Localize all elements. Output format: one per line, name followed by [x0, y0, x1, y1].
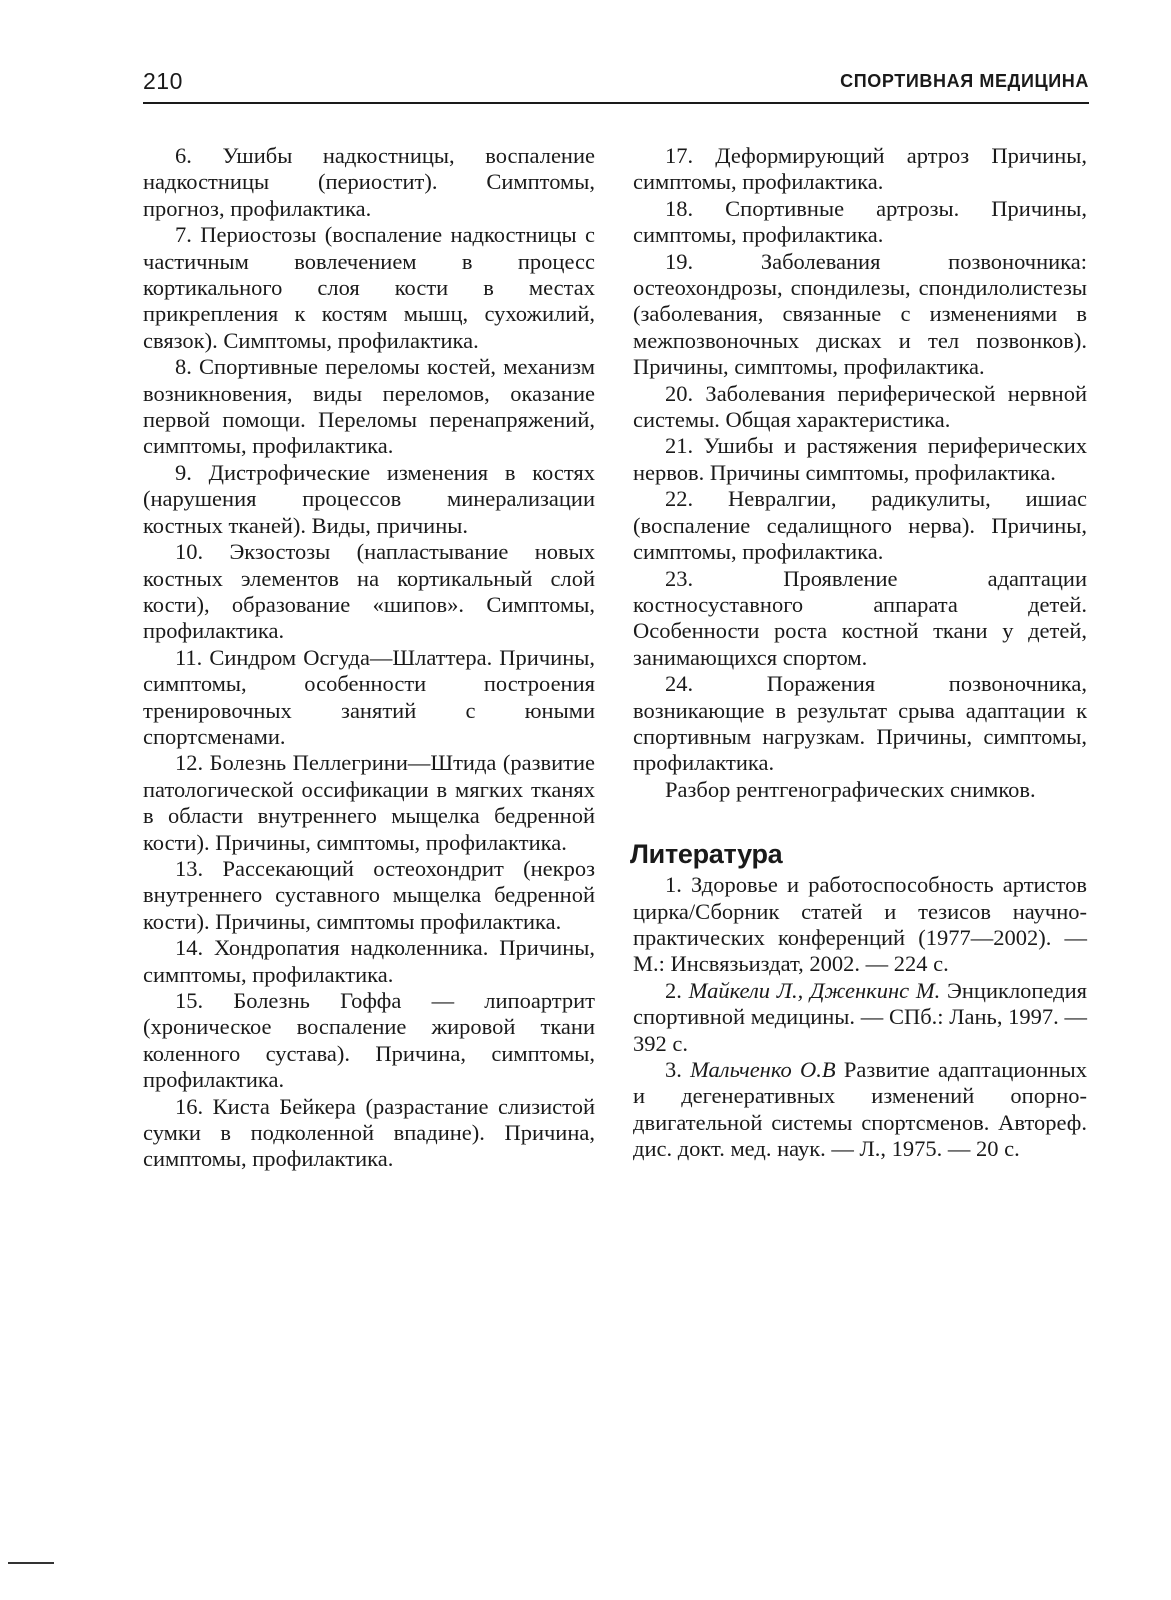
list-item: 10. Экзостозы (напластывание новых костных элементов на кортикальный слой кости), образование «шипов». Симптомы, профилактика.	[143, 539, 595, 644]
list-item: 6. Ушибы надкостницы, воспаление надкостницы (периостит). Симптомы, прогноз, профилактика.	[143, 143, 595, 221]
reference-text: Здоровье и работоспособность артистов цирка/Сборник статей и тезисов научно-практических конференций (1977—2002). — М.: Инсвязьиздат, 2002. — 224 с.	[633, 872, 1087, 977]
list-item: 15. Болезнь Гоффа — липоартрит (хроническое воспаление жировой ткани коленного сустава). Причина, симптомы, профилактика.	[143, 988, 595, 1093]
left-column	[143, 143, 595, 1173]
reference-number: 2.	[665, 977, 682, 1003]
list-item: 17. Деформирующий артроз Причины, симптомы, профилактика.	[633, 143, 1087, 195]
list-item: 20. Заболевания периферической нервной системы. Общая характеристика.	[633, 380, 1087, 433]
reference-item	[633, 872, 1087, 978]
list-item: 14. Хондропатия надколенника. Причины, симптомы, профилактика.	[143, 935, 595, 987]
running-title: СПОРТИВНАЯ МЕДИЦИНА	[840, 71, 1089, 91]
reference-text: Энциклопедия спортивной медицины. — СПб.: Лань, 1997. — 392 с.	[633, 977, 1087, 1056]
reference-text: Развитие адаптационных и дегенеративных изменений опорно-двигательной системы спортсменов. Автореф. дис. докт. мед. наук. — Л., 1975. — 20 с.	[633, 1057, 1087, 1162]
list-item: 9. Дистрофические изменения в костях (нарушения процессов минерализации костных тканей). Виды, причины.	[143, 459, 595, 538]
closing-line: Разбор рентгенографических снимков.	[665, 776, 1036, 802]
scan-edge-mark	[8, 1562, 54, 1564]
reference-item	[633, 978, 1087, 1057]
reference-item	[633, 1057, 1087, 1163]
literature-heading: Литература	[630, 839, 783, 870]
list-item: 21. Ушибы и растяжения периферических нервов. Причины симптомы, профилактика.	[633, 433, 1087, 485]
page-header	[143, 66, 1089, 104]
list-item: 16. Киста Бейкера (разрастание слизистой сумки в подколенной впадине). Причина, симптомы, профилактика.	[143, 1093, 595, 1172]
list-item: 13. Рассекающий остеохондрит (некроз внутреннего суставного мыщелка бедренной кости). Причины, симптомы профилактика.	[143, 855, 595, 934]
reference-authors: Майкели Л., Дженкинс М.	[688, 977, 941, 1003]
reference-number: 3.	[665, 1057, 682, 1082]
page-number: 210	[143, 68, 183, 94]
list-item: 8. Спортивные переломы костей, механизм возникновения, виды переломов, оказание первой помощи. Переломы перенапряжений, симптомы, профилактика.	[143, 354, 595, 459]
list-item: 12. Болезнь Пеллегрини—Штида (развитие патологической оссификации в мягких тканях в области внутреннего мыщелка бедренной кости). Причины, симптомы, профилактика.	[143, 750, 595, 855]
list-item: 23. Проявление адаптации костносуставного аппарата детей. Особенности роста костной ткани у детей, занимающихся спортом.	[633, 565, 1087, 670]
list-item: 18. Спортивные артрозы. Причины, симптомы, профилактика.	[633, 195, 1087, 248]
reference-number: 1.	[665, 872, 682, 898]
list-item: 22. Невралгии, радикулиты, ишиас (воспаление седалищного нерва). Причины, симптомы, профилактика.	[633, 486, 1087, 565]
reference-authors: Мальченко О.В	[690, 1057, 836, 1082]
right-column	[630, 143, 1087, 1163]
list-item: 11. Синдром Осгуда—Шлаттера. Причины, симптомы, особенности построения тренировочных занятий с юными спортсменами.	[143, 644, 595, 749]
list-item: 24. Поражения позвоночника, возникающие в результат срыва адаптации к спортивным нагрузкам. Причины, симптомы, профилактика.	[633, 671, 1087, 776]
list-item: 19. Заболевания позвоночника: остеохондрозы, спондилезы, спондилолистезы (заболевания, связанные с изменениями в межпозвоночных дисках и тел позвонков). Причины, симптомы, профилактика.	[633, 248, 1087, 380]
list-item: 7. Периостозы (воспаление надкостницы с частичным вовлечением в процесс кортикального слоя кости в местах прикрепления к костям мышц, сухожилий, связок). Симптомы, профилактика.	[143, 222, 595, 353]
